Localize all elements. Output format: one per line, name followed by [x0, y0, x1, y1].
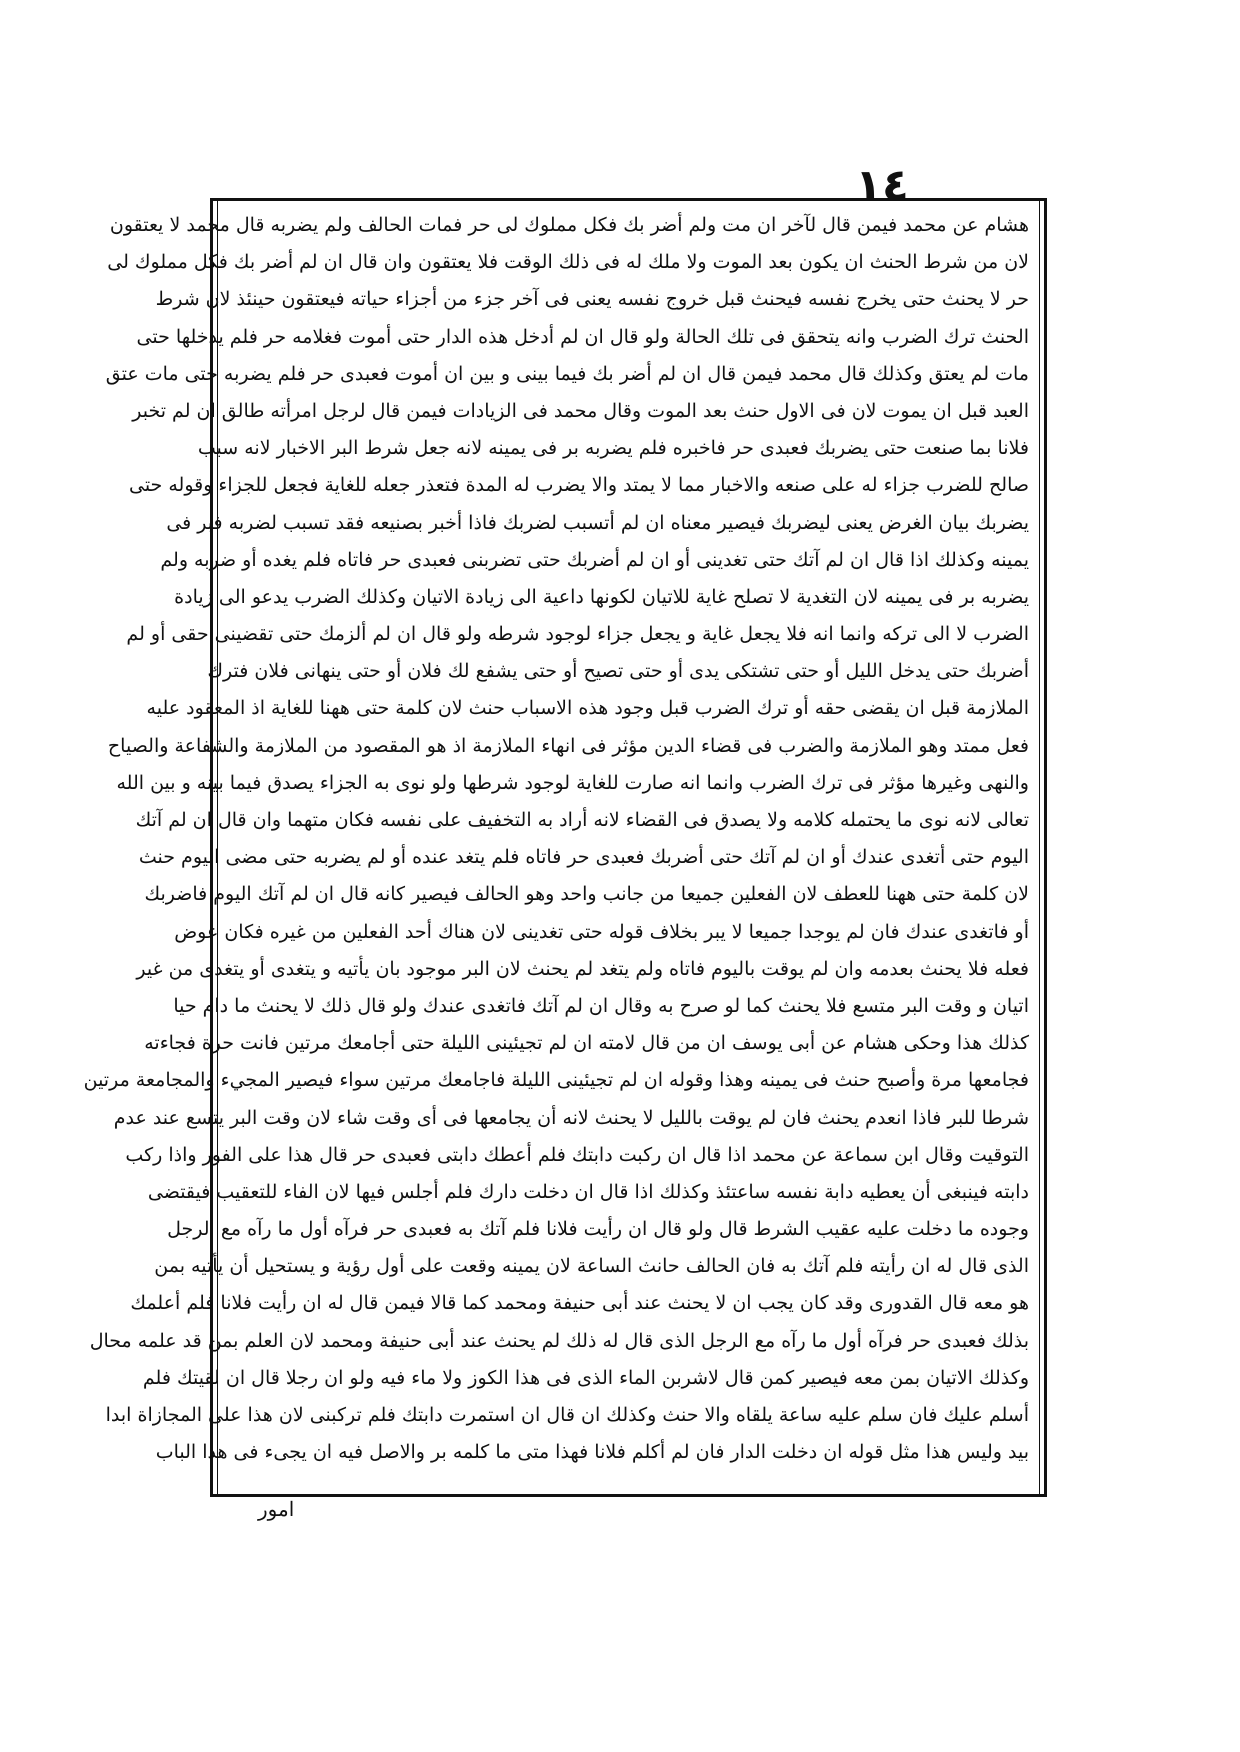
frame-rule: [1039, 201, 1040, 1494]
text-line: والنهى وغيرها مؤثر فى ترك الضرب وانما انه صارت للغاية لوجود شرطها ولو نوى به الجزاء يصدق فيما بينه و بين الله: [116, 771, 1029, 794]
text-line: بيد وليس هذا مثل قوله ان دخلت الدار فان لم أكلم فلانا فهذا متى ما كلمه بر والاصل فيه ان يجىء فى هذا الباب: [155, 1441, 1029, 1464]
text-line: هشام عن محمد فيمن قال لآخر ان مت ولم أضر بك فكل مملوك لى حر فمات الحالف ولم يضربه قال محمد لا يعتقون: [109, 214, 1029, 236]
text-line: العبد قبل ان يموت لان فى الاول حنث بعد الموت وقال محمد فى الزيادات فيمن قال لرجل امرأته طالق ان لم تخبر: [132, 399, 1029, 422]
text-frame: [83, 198, 1047, 1497]
text-line: الذى قال له ان رأيته فلم آتك به فان الحالف حانث الساعة لان يمينه وقعت على أول رؤية و يستحيل أن يأتيه بمن: [154, 1255, 1029, 1278]
text-line: فلانا بما صنعت حتى يضربك فعبدى حر فاخبره فلم يضربه بر فى يمينه لانه جعل شرط البر الاخبار لانه سبب: [197, 437, 1029, 460]
text-line: شرطا للبر فاذا انعدم يحنث فان لم يوقت بالليل لا يحنث لانه أن يجامعها فى أى وقت شاء لان وقت البر يتسع عند عدم: [113, 1106, 1029, 1129]
text-line: يضربه بر فى يمينه لان التغدية لا تصلح غاية للاتيان لكونها داعية الى زيادة الاتيان وكذلك الضرب يدعو الى زيادة: [174, 585, 1029, 608]
text-line: أو فاتغدى عندك فان لم يوجدا جميعا لا يبر بخلاف قوله حتى تغدينى لان هناك أحد الفعلين من غيره فكان عوض: [174, 920, 1029, 943]
text-line: أسلم عليك فان سلم عليه ساعة يلقاه والا حنث وكذلك ان قال ان استمرت دابتك فلم تركبنى لان هذا على المجازاة ابدا: [105, 1404, 1029, 1426]
text-line: دابته فينبغى أن يعطيه دابة نفسه ساعتئذ وكذلك اذا قال ان دخلت دارك فلم أجلس فيها لان الفاء للتعقيب فيقتضى: [147, 1180, 1029, 1203]
text-line: وكذلك الاتيان بمن معه فيصير كمن قال لاشربن الماء الذى فى هذا الكوز ولا ماء فيه ولو ان رجلا قال ان لقيتك فلم: [142, 1366, 1029, 1389]
text-line: فعل ممتد وهو الملازمة والضرب فى قضاء الدين مؤثر فى انهاء الملازمة اذ هو المقصود من الملازمة والشفاعة والصياح: [107, 734, 1029, 757]
text-line: أضربك حتى يدخل الليل أو حتى تشتكى يدى أو حتى تصيح أو حتى يشفع لك فلان أو حتى ينهانى فلان فترك: [207, 660, 1029, 683]
text-line: هو معه قال القدورى وقد كان يجب ان لا يحنث عند أبى حنيفة ومحمد كما قالا فيمن قال له ان رأيت فلانا فلم أعلمك: [130, 1292, 1029, 1315]
text-line: وجوده ما دخلت عليه عقيب الشرط قال ولو قال ان رأيت فلانا فلم آتك به فعبدى حر فرآه أول ما رآه مع الرجل: [167, 1218, 1029, 1241]
text-line: تعالى لانه نوى ما يحتمله كلامه ولا يصدق فى القضاء لانه أراد به التخفيف على نفسه فكان متهما وان قال ان لم آتك: [135, 809, 1029, 831]
text-line: اليوم حتى أتغدى عندك أو ان لم آتك حتى أضربك فعبدى حر فاتاه فلم يتغد عنده أو لم يضربه حتى مضى اليوم حنث: [138, 846, 1029, 869]
text-line: يضربك بيان الغرض يعنى ليضربك فيصير معناه ان لم أتسبب لضربك فاذا أخبر بصنيعه فقد تسبب لضربه فبر فى: [166, 511, 1029, 534]
text-line: لان كلمة حتى ههنا للعطف لان الفعلين جميعا من جانب واحد وهو الحالف فيصير كانه قال ان لم آتك اليوم فاضربك: [144, 883, 1029, 906]
text-line: لان من شرط الحنث ان يكون بعد الموت ولا ملك له فى ذلك الوقت فلا يعتقون وان قال ان لم أضر بك فكل مملوك لى: [107, 251, 1029, 274]
text-line: الملازمة قبل ان يقضى حقه أو ترك الضرب قبل وجود هذه الاسباب حنث لان كلمة حتى ههنا للغاية اذ المعقود عليه: [146, 697, 1029, 720]
text-line: التوقيت وقال ابن سماعة عن محمد اذا قال ان ركبت دابتك فلم أعطك دابتى فعبدى حر قال هذا على الفور واذا ركب: [125, 1143, 1029, 1166]
text-line: صالح للضرب جزاء له على صنعه والاخبار مما لا يمتد والا يضرب له المدة فتعذر جعله للغاية فجعل للجزاء وقوله حتى: [128, 474, 1029, 497]
main-text: [83, 207, 1029, 1490]
text-line: اتيان و وقت البر متسع فلا يحنث كما لو صرح به وقال ان لم آتك فاتغدى عندك ولو قال ذلك لا يحنث ما دام حيا: [173, 994, 1029, 1017]
catchword: امور: [258, 1497, 295, 1521]
text-line: فجامعها مرة وأصبح حنث فى يمينه وهذا وقوله ان لم تجيئينى الليلة فاجامعك مرتين سواء فيصير المجيء والمجامعة مرتين: [83, 1069, 1029, 1092]
text-line: الضرب لا الى تركه وانما انه فلا يجعل غاية و يجعل جزاء لوجود شرطه ولو قال ان لم ألزمك حتى تقضينى حقى أو لم: [126, 623, 1029, 646]
text-line: بذلك فعبدى حر فرآه أول ما رآه مع الرجل الذى قال له ذلك لم يحنث عند أبى حنيفة ومحمد لان العلم بمن قد علمه محال: [89, 1329, 1029, 1352]
text-line: فعله فلا يحنث بعدمه وان لم يوقت باليوم فاتاه ولم يتغد لم يحنث لان البر موجود بان يأتيه و يتغدى أو يتغدى من غير: [136, 957, 1029, 980]
text-line: الحنث ترك الضرب وانه يتحقق فى تلك الحالة ولو قال ان لم أدخل هذه الدار حتى أموت فغلامه حر فلم يدخلها حتى: [136, 325, 1029, 348]
text-line: يمينه وكذلك اذا قال ان لم آتك حتى تغدينى أو ان لم أضربك حتى تضربنى فعبدى حر فاتاه فلم يغده أو ضربه ولم: [160, 548, 1029, 571]
page-number: ١٤: [855, 160, 909, 211]
text-line: كذلك هذا وحكى هشام عن أبى يوسف ان من قال لامته ان لم تجيئينى الليلة حتى أجامعك مرتين فانت حرة فجاءته: [144, 1032, 1029, 1055]
text-line: حر لا يحنث حتى يخرج نفسه فيحنث قبل خروج نفسه يعنى فى آخر جزء من أجزاء حياته فيعتقون حينئذ لان شرط: [155, 288, 1029, 311]
frame-rule: [1044, 201, 1047, 1494]
text-line: مات لم يعتق وكذلك قال محمد فيمن قال ان لم أضر بك فيما بينى و بين ان أموت فعبدى حر فلم يضربه حتى مات عتق: [105, 362, 1029, 385]
